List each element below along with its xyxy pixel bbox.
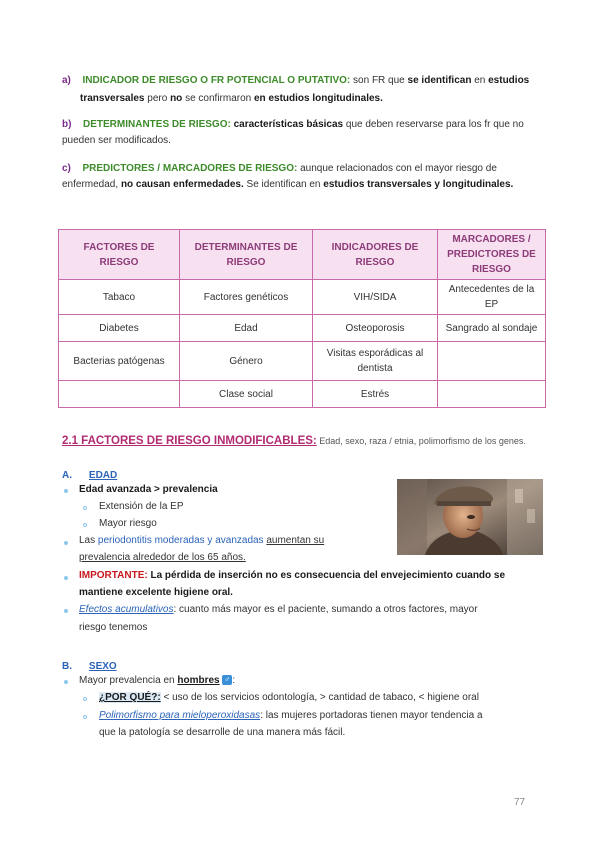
table-cell: Sangrado al sondaje: [438, 315, 546, 342]
item-bold: estudios: [488, 75, 530, 86]
table-cell: Visitas esporádicas al dentista: [313, 342, 438, 381]
list-marker: a): [62, 75, 71, 86]
table-cell: Antecedentes de la EP: [438, 280, 546, 315]
list-marker: c): [62, 163, 71, 174]
table-row: [59, 280, 546, 315]
sub-bullet-text: que la patología se desarrolle de una manera más fácil.: [99, 727, 346, 738]
item-text: que deben reservarse para los fr que no pueden ser modificados.: [62, 119, 524, 146]
bullet-text: [79, 602, 549, 618]
bullet-icon: [64, 609, 68, 613]
bold-text: hombres: [177, 675, 220, 686]
subsection-sexo: [62, 656, 117, 674]
important-text: La pérdida de inserción no es consecuencia del envejecimiento cuando se: [147, 570, 506, 581]
sub-bullet-text: Mayor riesgo: [99, 518, 157, 529]
bullet-icon: [64, 541, 68, 545]
bullet-icon: [64, 489, 68, 493]
male-icon: ♂: [224, 675, 231, 685]
term-link: Efectos acumulativos: [79, 604, 174, 615]
section-subtitle: Edad, sexo, raza / etnia, polimorfismo de los genes.: [316, 436, 526, 446]
item-text: pero: [144, 93, 171, 104]
important-label: IMPORTANTE:: [79, 570, 148, 581]
list-marker: b): [62, 119, 72, 130]
table-cell: Factores genéticos: [180, 280, 313, 315]
subsection-letter: B.: [62, 661, 72, 672]
item-bold: transversales: [80, 93, 145, 104]
item-bold: características básicas: [233, 119, 344, 130]
item-text: Se identifican en: [243, 179, 324, 190]
text: : las mujeres portadoras tienen mayor tendencia a: [260, 710, 483, 721]
list-item-b: [62, 117, 547, 149]
why-label: ¿POR QUÉ?:: [99, 692, 161, 703]
table-cell: [438, 381, 546, 408]
text: < uso de los servicios odontología, > cantidad de tabaco, < higiene oral: [160, 692, 479, 703]
important-text: mantiene excelente higiene oral.: [79, 587, 233, 598]
why-note: [99, 690, 479, 706]
item-text: aunque relacionados con el mayor riesgo de enfermedad,: [62, 163, 497, 190]
underlined-text: aumentan su: [266, 535, 325, 546]
bullet-icon: [64, 576, 68, 580]
highlight-text: periodontitis moderadas y avanzadas: [97, 535, 264, 546]
item-label: PREDICTORES / MARCADORES DE RIESGO:: [82, 163, 298, 174]
item-text: se confirmaron: [182, 93, 254, 104]
sub-bullet-icon: [83, 715, 87, 719]
text: Mayor prevalencia en: [79, 675, 178, 686]
section-title: 2.1 FACTORES DE RIESGO INMODIFICABLES:: [62, 435, 317, 447]
table-header: FACTORES DE RIESGO: [59, 230, 180, 280]
text: : cuanto más mayor es el paciente, sumando a otros factores, mayor: [173, 604, 478, 615]
bullet-icon: [64, 680, 68, 684]
table-cell: Diabetes: [59, 315, 180, 342]
important-note: [79, 568, 549, 584]
table-cell: Osteoporosis: [313, 315, 438, 342]
table-cell: Género: [180, 342, 313, 381]
table-cell: [59, 381, 180, 408]
term-link: Polimorfismo para mieloperoxidasas: [99, 710, 261, 721]
subsection-title: EDAD: [88, 470, 118, 481]
table-cell: Clase social: [180, 381, 313, 408]
item-label: INDICADOR DE RIESGO O FR POTENCIAL O PUTATIVO:: [82, 75, 351, 86]
table-row: [59, 342, 546, 381]
sub-bullet-icon: [83, 697, 87, 701]
text: Las: [79, 535, 98, 546]
table-row: [59, 315, 546, 342]
text: :: [232, 675, 236, 686]
table-cell: [438, 342, 546, 381]
item-label: DETERMINANTES DE RIESGO:: [83, 119, 231, 130]
list-item-a: [62, 73, 547, 89]
item-bold: se identifican: [407, 75, 472, 86]
table-header: DETERMINANTES DE RIESGO: [180, 230, 313, 280]
sub-bullet-text: Extensión de la EP: [99, 501, 184, 512]
item-text: en: [471, 75, 489, 86]
item-bold: no: [170, 93, 183, 104]
risk-factors-table: [58, 229, 546, 408]
table-cell: Estrés: [313, 381, 438, 408]
underlined-text: prevalencia alrededor de los 65 años.: [79, 552, 246, 563]
bullet-text: Edad avanzada > prevalencia: [79, 484, 218, 495]
subsection-letter: A.: [62, 470, 72, 481]
table-header: INDICADORES DE RIESGO: [313, 230, 438, 280]
bullet-text: [79, 673, 235, 689]
table-cell: VIH/SIDA: [313, 280, 438, 315]
item-text: son FR que: [350, 75, 408, 86]
table-cell: Edad: [180, 315, 313, 342]
page-number: 77: [514, 797, 526, 808]
item-bold: en estudios longitudinales.: [254, 93, 383, 104]
section-heading: [62, 431, 552, 449]
table-header-row: [59, 230, 546, 280]
list-item-a-cont: [80, 91, 545, 107]
elderly-man-photo: [397, 479, 543, 555]
sub-bullet-text: [99, 708, 549, 724]
subsection-title: SEXO: [88, 661, 117, 672]
list-item-c: [62, 161, 547, 193]
bullet-text: riesgo tenemos: [79, 622, 148, 633]
table-row: [59, 381, 546, 408]
bullet-text: [79, 533, 391, 549]
table-cell: Bacterias patógenas: [59, 342, 180, 381]
table-cell: Tabaco: [59, 280, 180, 315]
item-bold: no causan enfermedades.: [120, 179, 244, 190]
table-header: MARCADORES / PREDICTORES DE RIESGO: [438, 230, 546, 280]
sub-bullet-icon: [83, 506, 87, 510]
sub-bullet-icon: [83, 523, 87, 527]
subsection-edad: [62, 465, 117, 483]
item-bold: estudios transversales y longitudinales.: [323, 179, 514, 190]
